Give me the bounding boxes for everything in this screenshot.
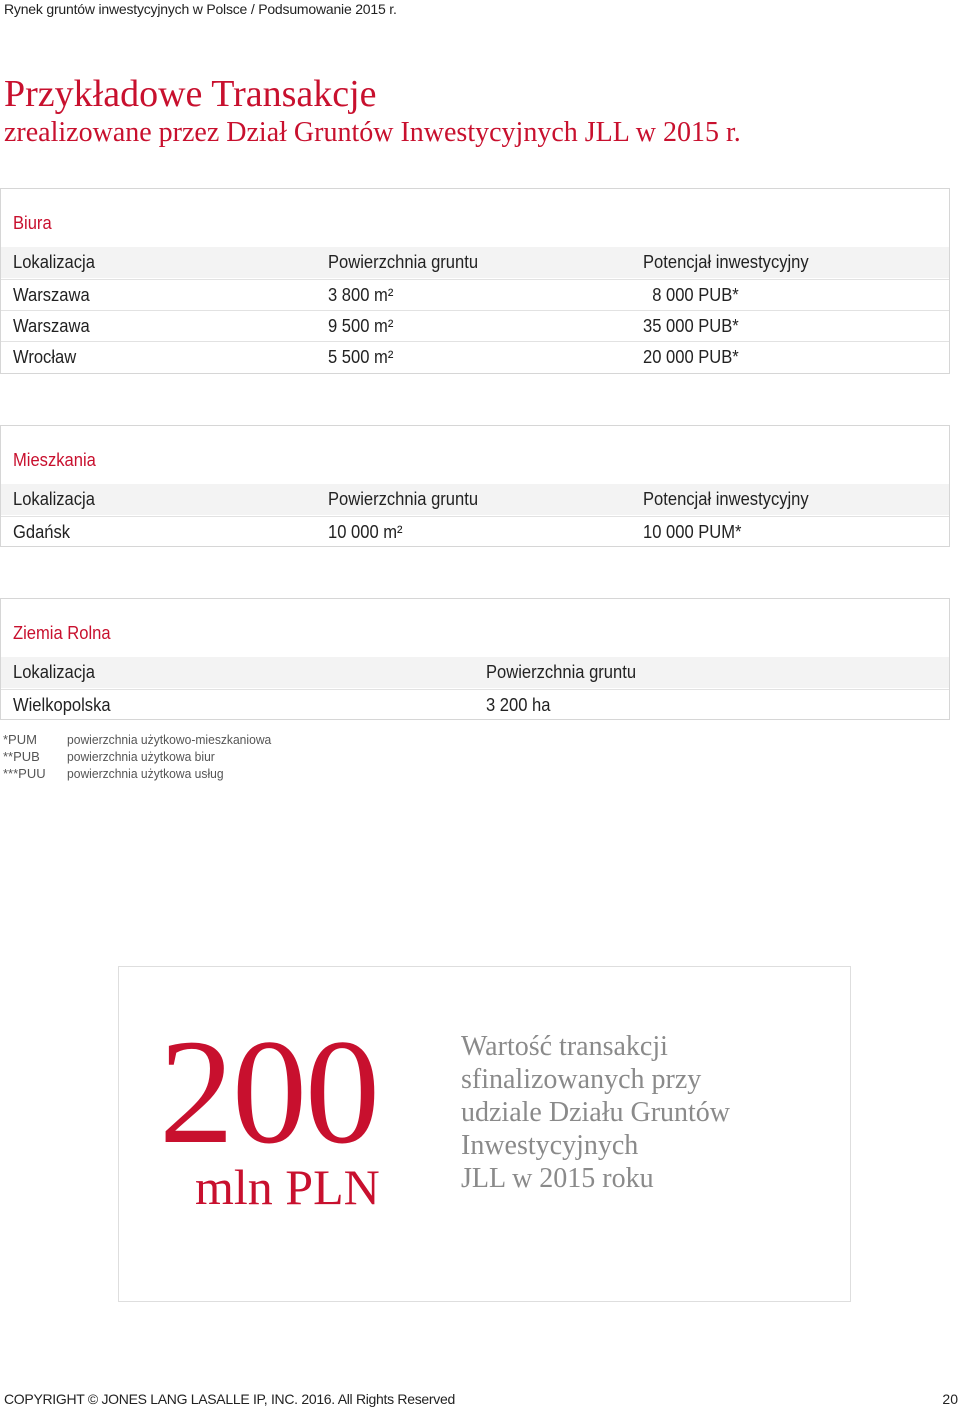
- cell-land-area: 3 800 m²: [328, 285, 394, 305]
- stat-description-line: sfinalizowanych przy: [461, 1064, 702, 1095]
- footnote-abbr: **PUB: [3, 749, 40, 764]
- cell-location: Wielkopolska: [13, 695, 111, 715]
- cell-land-area: 10 000 m²: [328, 522, 403, 542]
- header-location: Lokalizacja: [13, 489, 95, 509]
- stat-description-line: udziale Działu Gruntów: [461, 1097, 731, 1128]
- page-title: Przykładowe Transakcje: [4, 73, 377, 115]
- header-location: Lokalizacja: [13, 252, 95, 272]
- stat-description: [461, 1030, 791, 1195]
- cell-investment-potential: 20 000 PUB*: [643, 347, 739, 367]
- cell-location: Wrocław: [13, 347, 77, 367]
- agricultural-title: Ziemia Rolna: [13, 623, 111, 643]
- footnote-desc: powierzchnia użytkowa biur: [67, 749, 215, 764]
- header-investment-potential: Potencjał inwestycyjny: [643, 489, 809, 509]
- cell-investment-potential: 8 000 PUB*: [643, 285, 739, 305]
- running-header: Rynek gruntów inwestycyjnych w Polsce / Podsumowanie 2015 r.: [4, 1, 397, 17]
- table-row: [1, 279, 949, 311]
- stat-number: 200: [159, 1009, 378, 1175]
- header-land-area: Powierzchnia gruntu: [328, 252, 479, 272]
- footnote-abbr: ***PUU: [3, 766, 46, 781]
- stat-description-line: Wartość transakcji: [461, 1031, 668, 1062]
- table-row: [1, 689, 949, 721]
- residential-panel: [0, 425, 950, 547]
- cell-land-area: 3 200 ha: [486, 695, 551, 715]
- cell-investment-potential: 35 000 PUB*: [643, 316, 739, 336]
- header-land-area: Powierzchnia gruntu: [486, 662, 637, 682]
- footnote-abbr: *PUM: [3, 732, 37, 747]
- stat-unit: mln PLN: [195, 1159, 380, 1215]
- cell-land-area: 9 500 m²: [328, 316, 394, 336]
- cell-investment-potential: 10 000 PUM*: [643, 522, 742, 542]
- offices-panel: [0, 188, 950, 374]
- table-row: [1, 516, 949, 548]
- table-header-row: [1, 484, 949, 515]
- footnote-desc: powierzchnia użytkowa usług: [67, 766, 224, 781]
- header-investment-potential: Potencjał inwestycyjny: [643, 252, 809, 272]
- table-row: [1, 310, 949, 342]
- page-number: 20: [942, 1391, 958, 1407]
- stat-description-line: Inwestycyjnych: [461, 1130, 639, 1161]
- footnote-desc: powierzchnia użytkowo-mieszkaniowa: [67, 732, 272, 747]
- header-land-area: Powierzchnia gruntu: [328, 489, 479, 509]
- cell-location: Warszawa: [13, 285, 90, 305]
- cell-land-area: 5 500 m²: [328, 347, 394, 367]
- table-header-row: [1, 247, 949, 278]
- agricultural-panel: [0, 598, 950, 720]
- table-header-row: [1, 657, 949, 688]
- offices-title: Biura: [13, 213, 52, 233]
- page-subtitle: zrealizowane przez Dział Gruntów Inwestycyjnych JLL w 2015 r.: [4, 117, 741, 148]
- header-location: Lokalizacja: [13, 662, 95, 682]
- table-row: [1, 341, 949, 373]
- stat-description-line: JLL w 2015 roku: [461, 1163, 654, 1194]
- cell-location: Warszawa: [13, 316, 90, 336]
- transaction-value-box: [118, 966, 851, 1302]
- cell-location: Gdańsk: [13, 522, 71, 542]
- residential-title: Mieszkania: [13, 450, 96, 470]
- copyright-notice: COPYRIGHT © JONES LANG LASALLE IP, INC. 2016. All Rights Reserved: [4, 1391, 455, 1407]
